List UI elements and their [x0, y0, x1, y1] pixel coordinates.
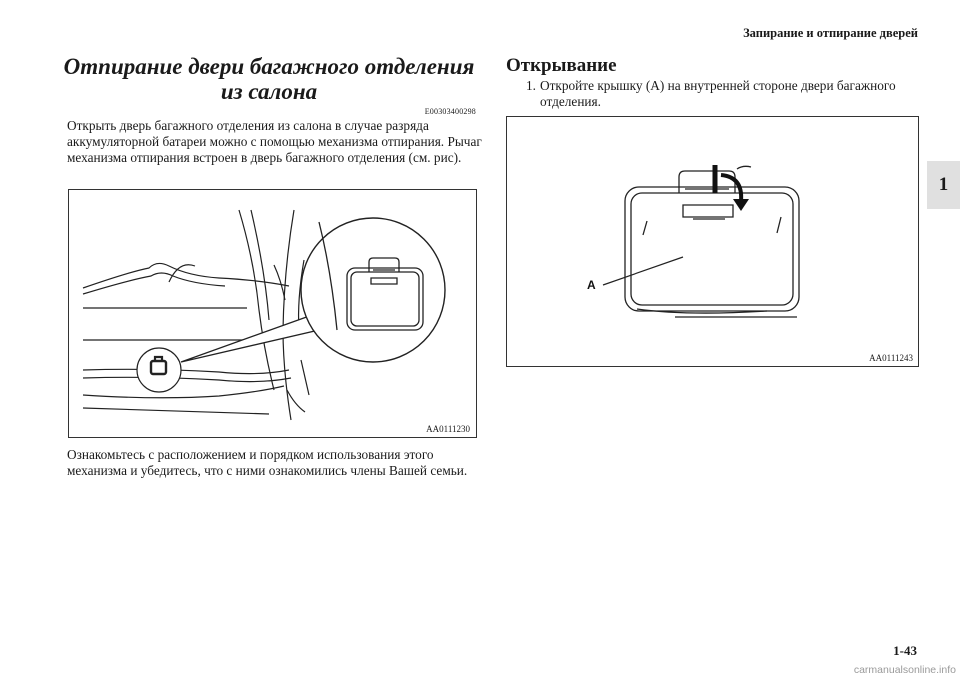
tailgate-illustration — [69, 190, 476, 437]
figure-cover-open — [506, 116, 919, 367]
step-text: Откройте крышку (А) на внутренней стороне двери багажного отделения. — [540, 78, 896, 109]
step-number: 1. — [526, 78, 536, 93]
section-title-line2: из салона — [220, 79, 318, 104]
opening-heading: Открывание — [506, 55, 617, 76]
intro-paragraph: Открыть дверь багажного отделения из салона в случае разряда аккумуляторной батареи можно с помощью механизма отпирания. Рычаг механизма отпирания встроен в дверь багажного отделения (см. рис). — [67, 118, 482, 165]
figure-code-right: AA0111243 — [869, 353, 913, 363]
figure-code-left: AA0111230 — [426, 424, 470, 434]
running-header: Запирание и отпирание дверей — [743, 26, 918, 40]
figure-tailgate-location — [68, 189, 477, 438]
section-title — [60, 54, 478, 104]
cover-illustration — [507, 117, 918, 366]
section-title-line1: Отпирание двери багажного отделения — [63, 54, 475, 79]
familiarize-note: Ознакомьтесь с расположением и порядком использования этого механизма и убедитесь, что с ними ознакомились члены Вашей семьи. — [67, 447, 468, 478]
chapter-tab-number: 1 — [938, 174, 949, 195]
figure-label-a: A — [587, 278, 596, 292]
page-number: 1-43 — [893, 643, 917, 658]
chapter-tab — [927, 161, 960, 209]
watermark: carmanualsonline.info — [853, 664, 956, 676]
section-code: E00303400298 — [424, 107, 476, 116]
step-1 — [526, 78, 918, 110]
